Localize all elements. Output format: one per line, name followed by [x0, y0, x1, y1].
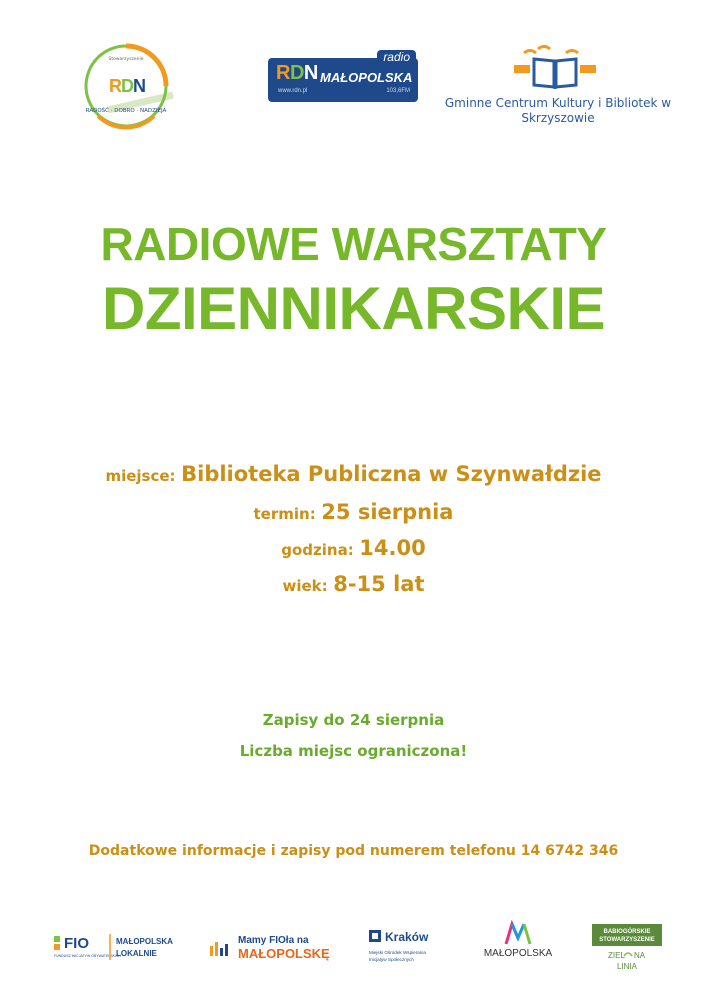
limited-seats-note: Liczba miejsc ograniczona!	[239, 742, 468, 760]
radio-rdn-letters	[276, 62, 318, 85]
babia-line3b: NA	[634, 951, 646, 960]
fio-malopolska-lokalnie-logo	[52, 930, 187, 964]
radio-tag: radio	[377, 50, 416, 64]
malopolska-logo	[478, 918, 558, 960]
detail-date-label: termin:	[253, 505, 316, 523]
fio-fine-print: FUNDUSZ INICJATYW OBYWATELSKICH	[54, 954, 122, 958]
gck-name-line1: Gminne Centrum Kultury i Bibliotek w	[444, 96, 672, 110]
contact-info: Dodatkowe informacje i zapisy pod numerem telefonu 14 6742 346	[88, 843, 619, 859]
krakow-logo	[367, 928, 445, 968]
babia-line4: LINIA	[616, 962, 638, 971]
mamy-logo-graphic	[208, 930, 338, 962]
gck-name	[438, 96, 678, 126]
radio-letter-r: R	[276, 62, 290, 84]
mamy-line2: MAŁOPOLSKĘ	[238, 946, 330, 961]
krakow-sub1: Miejski Ośrodek Wspierania	[369, 950, 426, 955]
rdn-top-text: Stowarzyszenie	[108, 57, 144, 62]
krakow-sub2: Inicjatyw Społecznych	[369, 957, 414, 962]
rdn-circle-logo-graphic	[78, 40, 178, 132]
rdn-letter-n: N	[133, 76, 146, 96]
fio-title: FIO	[64, 935, 89, 952]
rdn-circle-logo	[78, 40, 178, 132]
detail-age	[0, 572, 707, 596]
babia-line2: STOWARZYSZENIE	[599, 937, 655, 943]
book-icon	[510, 45, 600, 95]
signup-deadline: Zapisy do 24 sierpnia	[262, 711, 445, 729]
gck-name-line2: Skrzyszowie	[521, 111, 595, 125]
gck-book-graphic	[510, 45, 600, 95]
radio-letter-d: D	[289, 62, 304, 84]
malopolska-name: MAŁOPOLSKA	[483, 948, 553, 959]
malopolska-logo-graphic	[478, 918, 558, 960]
detail-age-value: 8-15 lat	[333, 572, 425, 596]
detail-place-value: Biblioteka Publiczna w Szynwałdzie	[181, 462, 602, 486]
mamy-fiola-logo	[208, 930, 338, 962]
rdn-letter-r: R	[109, 76, 122, 96]
rdn-ring-text: RADOŚĆ · DOBRO · NADZIEJA	[85, 108, 167, 114]
detail-age-label: wiek:	[282, 577, 328, 595]
krakow-logo-graphic	[367, 928, 445, 968]
detail-time-label: godzina:	[281, 541, 354, 559]
fio-logo-graphic	[52, 930, 187, 964]
detail-date-value: 25 sierpnia	[321, 500, 454, 524]
mamy-line1: Mamy FIOła na	[238, 935, 309, 946]
krakow-name: Kraków	[385, 930, 429, 944]
poster-title-line1: RADIOWE WARSZTATY	[100, 218, 607, 270]
radio-letter-n: N	[303, 62, 318, 84]
detail-place	[0, 462, 707, 486]
radio-url: www.rdn.pl	[278, 88, 308, 94]
radio-name: MAŁOPOLSKA	[320, 70, 413, 85]
rdn-letter-d: D	[121, 76, 134, 96]
babiogorskie-logo-graphic	[592, 924, 662, 972]
fio-sub2: LOKALNIE	[116, 949, 157, 958]
radio-malopolska-logo	[268, 50, 418, 104]
detail-date	[0, 500, 707, 524]
babia-line1: BABIOGÓRSKIE	[603, 929, 651, 935]
poster-title-line2: DZIENNIKARSKIE	[101, 275, 606, 342]
babia-line3a: ZIEL	[608, 951, 625, 960]
detail-place-label: miejsce:	[105, 467, 176, 485]
detail-time	[0, 536, 707, 560]
detail-time-value: 14.00	[359, 536, 426, 560]
babiogorskie-logo	[592, 924, 662, 972]
radio-frequency: 103,6FM	[386, 88, 410, 94]
fio-sub1: MAŁOPOLSKA	[116, 937, 173, 946]
